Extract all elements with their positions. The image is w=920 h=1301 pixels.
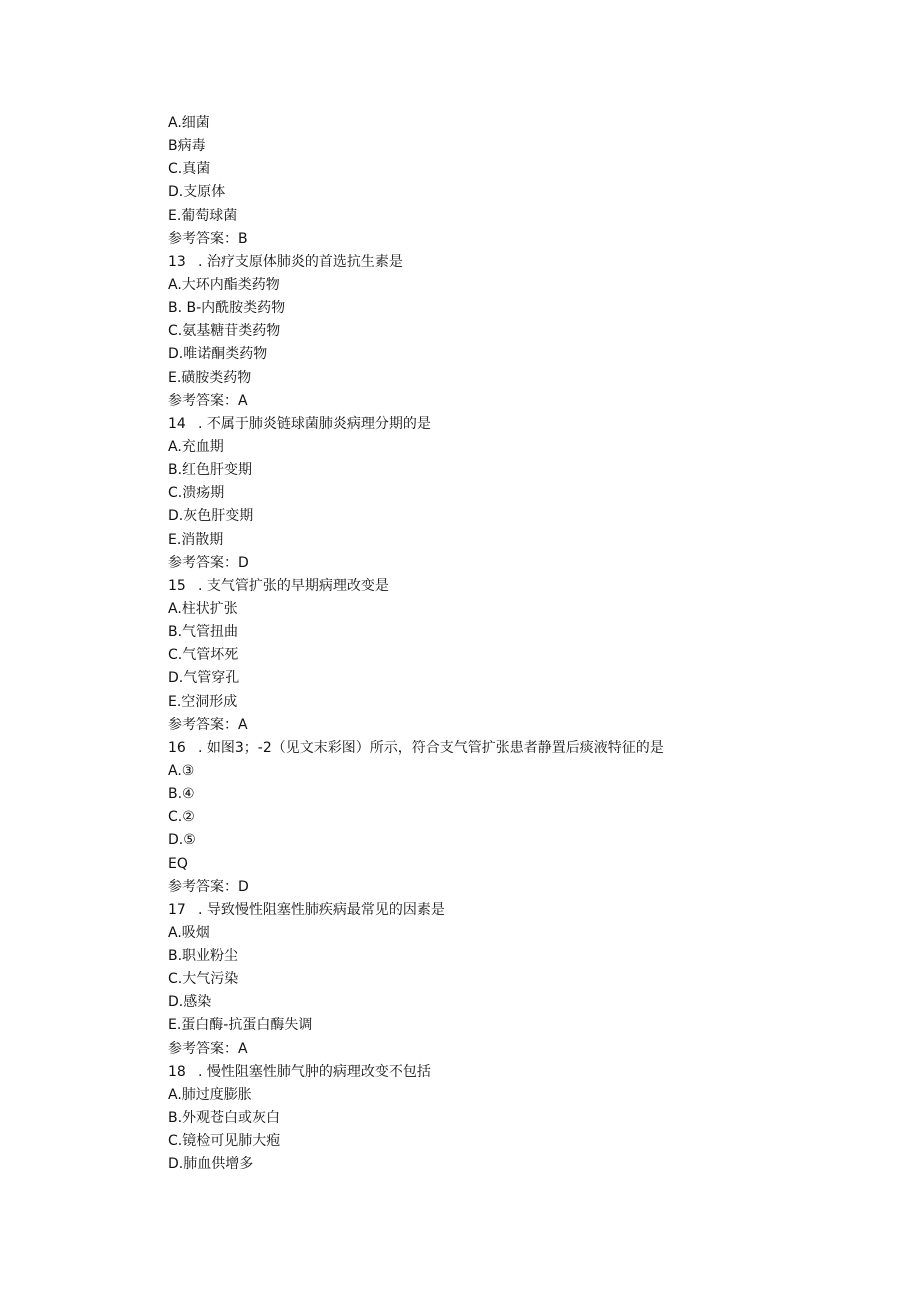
option-line: E.消散期 [168,531,224,548]
option-line: D.⑤ [168,832,196,849]
option-line: A.肺过度膨胀 [168,1086,252,1103]
question-text: . 导致慢性阻塞性肺疾病最常见的因素是 [198,901,445,918]
question-text: . 不属于肺炎链球菌肺炎病理分期的是 [198,415,431,432]
answer-line: 参考答案：A [168,716,248,733]
question-text: . 治疗支原体肺炎的首选抗生素是 [198,253,403,270]
question-line [168,1061,808,1084]
question-line [168,899,808,922]
question-number: 15 [168,577,186,594]
option-line: D.支原体 [168,184,226,201]
question-text: . 支气管扩张的早期病理改变是 [198,577,389,594]
answer-line: 参考答案：A [168,392,248,409]
option-line: C.溃疡期 [168,485,225,502]
option-line: D.气管穿孔 [168,670,240,687]
option-line: C.② [168,809,195,826]
option-line: C.氨基糖苷类药物 [168,323,281,340]
option-line: E.磺胺类药物 [168,369,252,386]
answer-line: 参考答案：A [168,1040,248,1057]
answer-line: 参考答案：D [168,554,249,571]
question-line [168,251,808,274]
option-line: B.职业粉尘 [168,948,239,965]
question-number: 14 [168,415,186,432]
document-body [168,112,808,1176]
question-number: 18 [168,1063,186,1080]
question-line [168,413,808,436]
question-line [168,737,808,760]
option-line: D.灰色肝变期 [168,508,254,525]
option-line: B.外观苍白或灰白 [168,1110,281,1127]
option-line: B病毒 [168,138,206,155]
question-number: 13 [168,253,186,270]
option-line: A.柱状扩张 [168,600,238,617]
question-text: . 慢性阻塞性肺气肿的病理改变不包括 [198,1063,431,1080]
option-line: D.感染 [168,994,212,1011]
option-line: E.葡萄球菌 [168,207,238,224]
option-line: C.真菌 [168,161,211,178]
option-line: A.③ [168,762,195,779]
option-line: B.④ [168,786,195,803]
question-number: 17 [168,901,186,918]
option-line: B.红色肝变期 [168,462,253,479]
question-line [168,575,808,598]
option-line: E.空洞形成 [168,693,238,710]
option-line: A.吸烟 [168,924,210,941]
option-line: D.肺血供增多 [168,1156,254,1173]
option-line: C.气管坏死 [168,647,239,664]
question-number: 16 [168,739,186,756]
answer-line: 参考答案：D [168,878,249,895]
option-line: D.唯诺酮类药物 [168,346,268,363]
option-line: A.细菌 [168,115,210,131]
option-line: A.大环内酯类药物 [168,276,280,293]
option-line: C.大气污染 [168,971,239,988]
option-line: E.蛋白酶-抗蛋白酶失调 [168,1017,313,1034]
option-line: B. B-内酰胺类药物 [168,300,286,317]
option-line: EQ [168,855,188,872]
option-line: C.镜检可见肺大疱 [168,1133,281,1150]
answer-line: 参考答案：B [168,230,248,247]
question-text: . 如图3；-2（见文末彩图）所示，符合支气管扩张患者静置后痰液特征的是 [198,739,664,756]
option-line: A.充血期 [168,438,224,455]
option-line: B.气管扭曲 [168,624,239,641]
